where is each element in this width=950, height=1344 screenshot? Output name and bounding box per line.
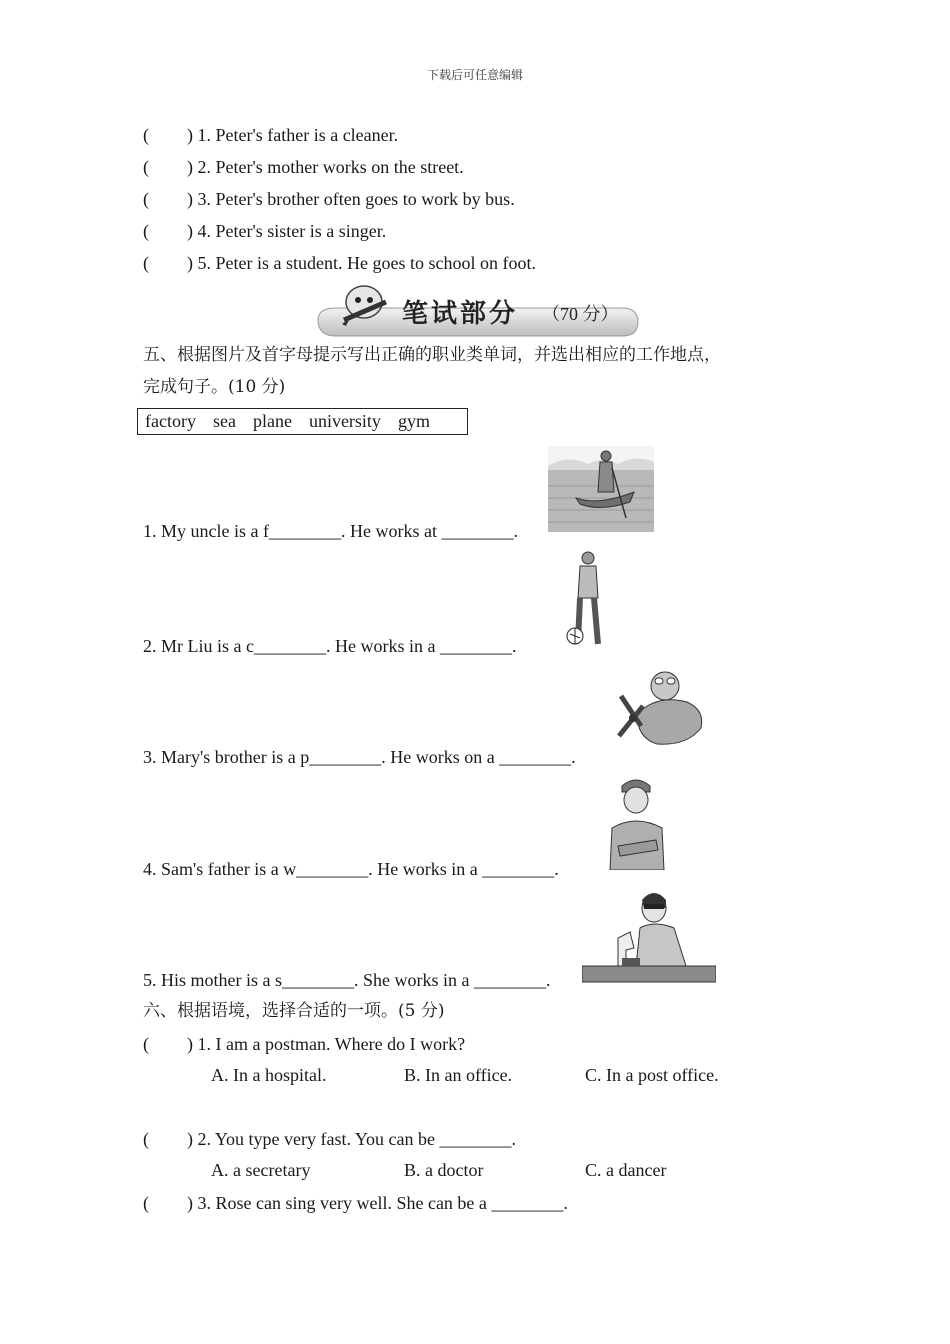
fill-sentence: 1. My uncle is a f________. He works at ________.: [143, 521, 518, 541]
word-bank-item: plane: [252, 411, 292, 431]
item-text: 3. Peter's brother often goes to work by bus.: [197, 189, 515, 209]
section-banner: [316, 280, 640, 338]
question: ( ) 2. You type very fast. You can be ________.: [143, 1129, 516, 1149]
section-instruction-cont: 完成句子。(10 分): [143, 377, 286, 397]
item-text: 2. Peter's mother works on the street.: [197, 157, 464, 177]
fill-sentence: 4. Sam's father is a w________. He works in a ________.: [143, 859, 559, 879]
list-item: ( ) 1. Peter's father is a cleaner.: [143, 125, 399, 145]
question: ( ) 3. Rose can sing very well. She can be a ________.: [143, 1193, 568, 1213]
word-bank: [137, 408, 468, 435]
option-c: C. a dancer: [585, 1160, 667, 1180]
section-instruction: 六、根据语境，选择合适的一项。(5 分): [143, 1001, 445, 1021]
option-a: A. In a hospital.: [211, 1065, 327, 1085]
page-header: 下载后可任意编辑: [426, 68, 523, 82]
item-text: 1. Peter's father is a cleaner.: [197, 125, 399, 145]
option-c: C. In a post office.: [585, 1065, 719, 1085]
word-bank-item: university: [308, 411, 381, 431]
section-instruction: 五、根据图片及首字母提示写出正确的职业类单词，并选出相应的工作地点，: [143, 345, 721, 365]
pilot-picture: [617, 666, 707, 754]
question: ( ) 1. I am a postman. Where do I work?: [143, 1034, 466, 1054]
list-item: ( ) 2. Peter's mother works on the street.: [143, 157, 464, 177]
word-bank-item: factory: [145, 411, 196, 431]
fisherman-picture: [548, 446, 654, 532]
banner-title: 笔试部分: [402, 299, 519, 329]
fill-sentence: 3. Mary's brother is a p________. He works on a ________.: [143, 747, 576, 767]
scientist-picture: [582, 888, 716, 984]
banner-score: （70 分）: [542, 304, 619, 324]
word-bank-item: gym: [397, 411, 430, 431]
option-a: A. a secretary: [211, 1160, 311, 1180]
worker-picture: [606, 776, 668, 870]
list-item: ( ) 5. Peter is a student. He goes to school on foot.: [143, 253, 536, 273]
item-text: 4. Peter's sister is a singer.: [197, 221, 387, 241]
option-b: B. In an office.: [404, 1065, 513, 1085]
coach-picture: [564, 550, 604, 650]
fill-sentence: 2. Mr Liu is a c________. He works in a ________.: [143, 636, 517, 656]
list-item: ( ) 3. Peter's brother often goes to work by bus.: [143, 189, 515, 209]
word-bank-item: sea: [212, 411, 236, 431]
question-text: 2. You type very fast. You can be ________.: [197, 1129, 516, 1149]
list-item: ( ) 4. Peter's sister is a singer.: [143, 221, 387, 241]
question-text: 1. I am a postman. Where do I work?: [197, 1034, 466, 1054]
fill-sentence: 5. His mother is a s________. She works in a ________.: [143, 970, 551, 990]
option-b: B. a doctor: [404, 1160, 484, 1180]
item-text: 5. Peter is a student. He goes to school on foot.: [197, 253, 536, 273]
question-text: 3. Rose can sing very well. She can be a ________.: [197, 1193, 568, 1213]
